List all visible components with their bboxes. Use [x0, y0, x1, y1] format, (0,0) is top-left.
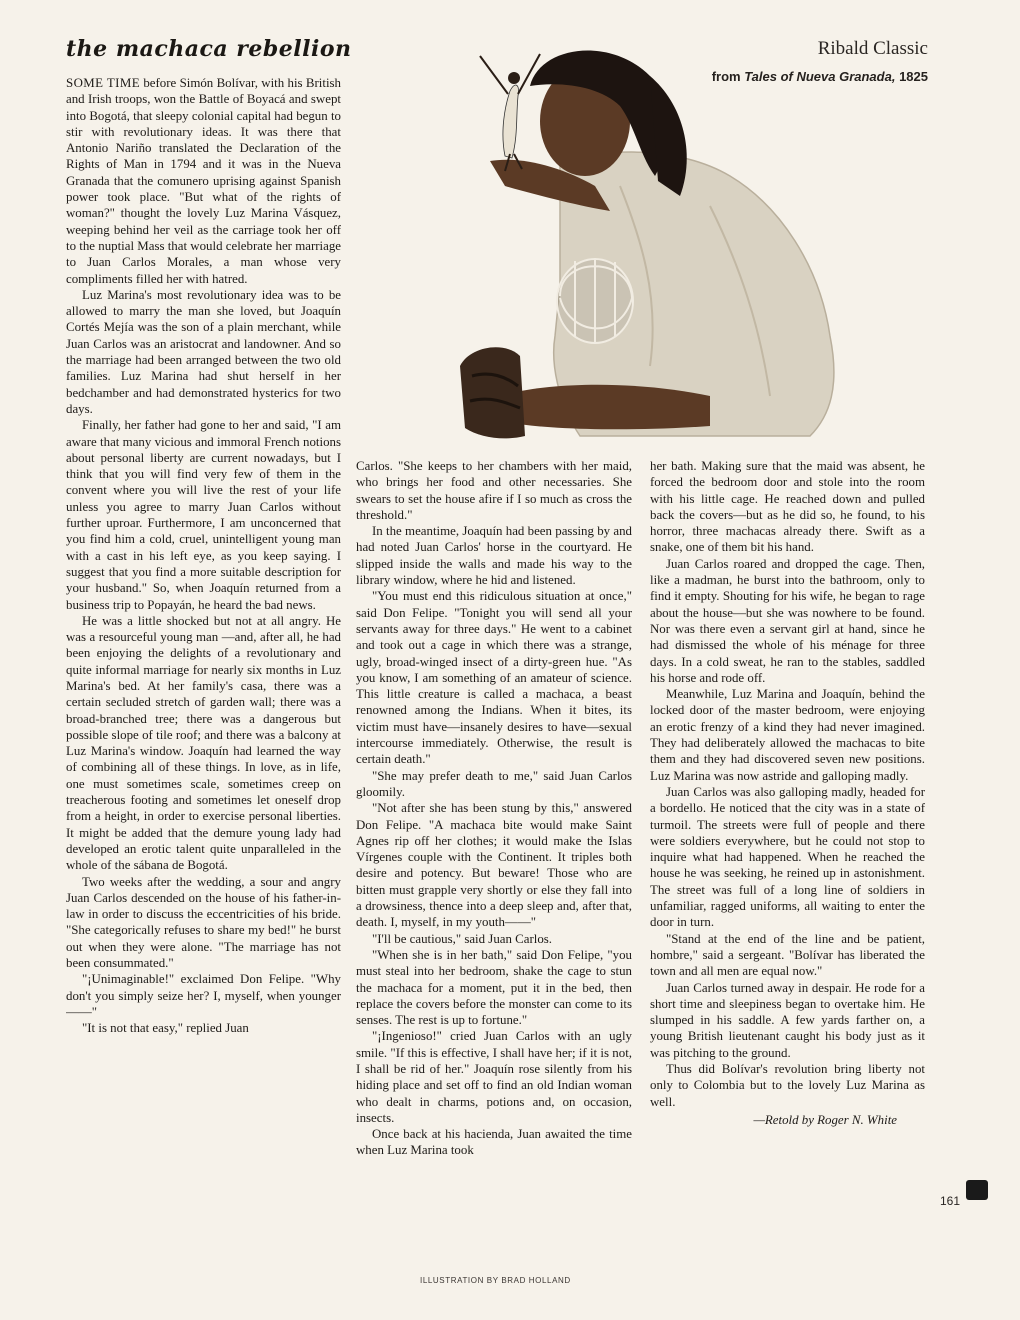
paragraph	[66, 75, 341, 287]
paragraph: "I'll be cautious," said Juan Carlos.	[372, 931, 553, 946]
page-number: 161	[940, 1194, 961, 1208]
paragraph: "¡Unimaginable!" exclaimed Don Felipe. "Why don't you simply seize her? I, myself, when younger——"	[66, 972, 341, 1019]
birdcage	[557, 258, 633, 343]
dancer-figure	[480, 54, 540, 171]
paragraph: Two weeks after the wedding, a sour and angry Juan Carlos descended on the house of his father-in-law in order to discuss the eccentricities of his bride. "She categorically refuses to share my bed!" he burst out when they were alone. "The marriage has not been consummated."	[66, 874, 341, 971]
paragraph: "When she is in her bath," said Don Felipe, "you must steal into her bedroom, shake the cage to stun the machaca for a moment, put it in the bed, then replace the covers before the monster can come to its senses. The rest is up to fortune."	[356, 947, 632, 1028]
paragraph: "You must end this ridiculous situation at once," said Don Felipe. "Tonight you will send all your servants away for three days." He went to a cabinet and took out a cage in which there was a strange, ugly, broad-winged insect of a dirty-green hue. "As you know, I am something of an amateur of science. This little creature is called a machaca, a beast renowned among the Indians. When it bites, its victim must have—insanely desires to have—sexual intercourse immediately. Otherwise, the result is certain death."	[356, 589, 632, 767]
bunny-end-mark-icon	[966, 1180, 988, 1200]
source-from: from	[711, 69, 741, 84]
paragraph: Juan Carlos was also galloping madly, headed for a bordello. He noticed that the city was in a state of turmoil. The streets were full of people and there were soldiers everywhere, but he could not stop to inquire what had happened. When he reached the house he was seeking, he reined up in astonishment. The street was full of a long line of soldiers in unfamiliar, ragged uniforms, all waiting to enter the door in turn.	[650, 784, 925, 930]
lead-in: SOME TIME	[66, 76, 141, 90]
illustration	[410, 36, 870, 446]
paragraph: Carlos. "She keeps to her chambers with her maid, who brings her food and other necessaries. She swears to set the house afire if I so much as cross the threshold."	[356, 459, 632, 522]
source-title: Tales of Nueva Granada,	[744, 69, 896, 84]
source-year: 1825	[899, 69, 928, 84]
paragraph: Once back at his hacienda, Juan awaited the time when Luz Marina took	[356, 1127, 632, 1158]
text-column-1	[66, 75, 341, 1270]
section-label: Ribald Classic	[817, 38, 928, 59]
illustration-credit: ILLUSTRATION BY BRAD HOLLAND	[420, 1276, 571, 1285]
paragraph: Juan Carlos roared and dropped the cage. Then, like a madman, he burst into the bathroom, only to find it empty. Shouting for his wife, he began to rage about the house—but she was nowhere to be found. Nor was there even a servant girl at hand, since he had dismissed the whole of his ménage for three days. In a cold sweat, he ran to the stables, saddled his horse and rode off.	[650, 556, 925, 685]
paragraph: "It is not that easy," replied Juan	[82, 1021, 249, 1036]
paragraph: "Stand at the end of the line and be patient, hombre," said a sergeant. "Bolívar has liberated the town and all men are equal now."	[650, 931, 925, 979]
legs	[500, 385, 710, 430]
paragraph: her bath. Making sure that the maid was absent, he forced the bedroom door and stole into the room with his little cage. He reached down and pulled back the covers—but as he did so, he found, to his horror, three machacas already there. Swift as a snake, one of them bit his hand.	[650, 459, 925, 555]
text-column-3	[650, 458, 925, 1268]
paragraph: In the meantime, Joaquín had been passing by and had noted Juan Carlos' horse in the courtyard. He slipped inside the walls and made his way to the library window, where he hid and listened.	[356, 524, 632, 588]
text-column-2	[356, 458, 632, 1268]
byline: —Retold by Roger N. White	[753, 1112, 897, 1127]
paragraph: Juan Carlos turned away in despair. He rode for a short time and sleepiness began to overtake him. He slumped in his saddle. A few yards farther on, a young British lieutenant caught his body just as it was pitching to the ground.	[650, 980, 925, 1060]
sandal	[460, 347, 525, 438]
paragraph: He was a little shocked but not at all angry. He was a resourceful young man —and, after all, he had been enjoying the delights of a revolutionary and quite informal marriage for nearly six months in Luz Marina's bed. At her family's casa, there was a certain secluded stretch of garden wall; there was a broad-branched tree; there was a dangerous but possible slope of tile roof; and there was a balcony at Luz Marina's window. Joaquín had learned the way of combining all of these things. In love, as in life, one must sometimes scale, sometimes creep on treacherous footing and sometimes let oneself drop from a height, in order to exercise personal liberties. It might be added that the demure young lady had developed an erotic talent quite unparalleled in the whole of the sábana de Bogotá.	[66, 613, 341, 873]
paragraph-text: before Simón Bolívar, with his British and Irish troops, won the Battle of Boyacá and swept into Bogotá, that sleepy colonial capital had begun to stir with revolutionary ideas. It was there that Antonio Nariño translated the Declaration of the Rights of Man in 1794 and it was in the Nueva Granada that the comunero uprising against Spanish power took place. "But what of the rights of woman?" thought the lovely Luz Marina Vásquez, weeping behind her veil as the carriage took her off to the nuptial Mass that would celebrate her marriage to Juan Carlos Morales, a man whose very compliments filled her with hatred.	[66, 76, 341, 286]
paragraph: Finally, her father had gone to her and said, "I am aware that many vicious and immoral French notions about personal liberty are current nowadays, but I think that you will find very few of them in the convent where you will live the rest of your life unless you agree to marry Juan Carlos without further uproar. Furthermore, I am unconcerned that you find him a cold, cruel, unintelligent young man with a cast in his left eye, as you keep saying. I suggest that you find a more suitable description for your husband." So, when Joaquín returned from a business trip to Popayán, he heard the bad news.	[66, 418, 341, 612]
article-title: the machaca rebellion	[66, 36, 352, 62]
paragraph: Luz Marina's most revolutionary idea was to be allowed to marry the man she loved, but Joaquín Cortés Mejía was the son of a plain merchant, while Juan Carlos was an aristocrat and landowner. And so the marriage had been arranged between the two old families. Luz Marina had shut herself in her bedchamber and had demonstrated hysterics for two days.	[66, 287, 341, 416]
paragraph: Thus did Bolívar's revolution bring liberty not only to Colombia but to the lovely Luz Marina as well.	[650, 1061, 925, 1109]
paragraph: Meanwhile, Luz Marina and Joaquín, behind the locked door of the master bedroom, were enjoying an erotic frenzy of a kind they had never imagined. They had deliberately allowed the machacas to bite them and they had discovered seven new positions. Luz Marina was now astride and galloping madly.	[650, 687, 925, 783]
paragraph: "She may prefer death to me," said Juan Carlos gloomily.	[356, 768, 632, 799]
paragraph: "¡Ingenioso!" cried Juan Carlos with an ugly smile. "If this is effective, I shall have her; if it is not, I shall be rid of her." Joaquín rose silently from his hiding place and set off to find an old Indian woman who dealt in charms, potions and, on occasion, insects.	[356, 1029, 632, 1125]
paragraph: "Not after she has been stung by this," answered Don Felipe. "A machaca bite would make Saint Agnes rip off her clothes; it would make the Islas Vírgenes couple with the Continent. It triples both desire and potency. But beware! Those who are bitten must grapple very shortly or else they fall into a drowsiness, thence into a deep sleep and, after that, death. I, myself, in my youth——"	[356, 801, 632, 930]
